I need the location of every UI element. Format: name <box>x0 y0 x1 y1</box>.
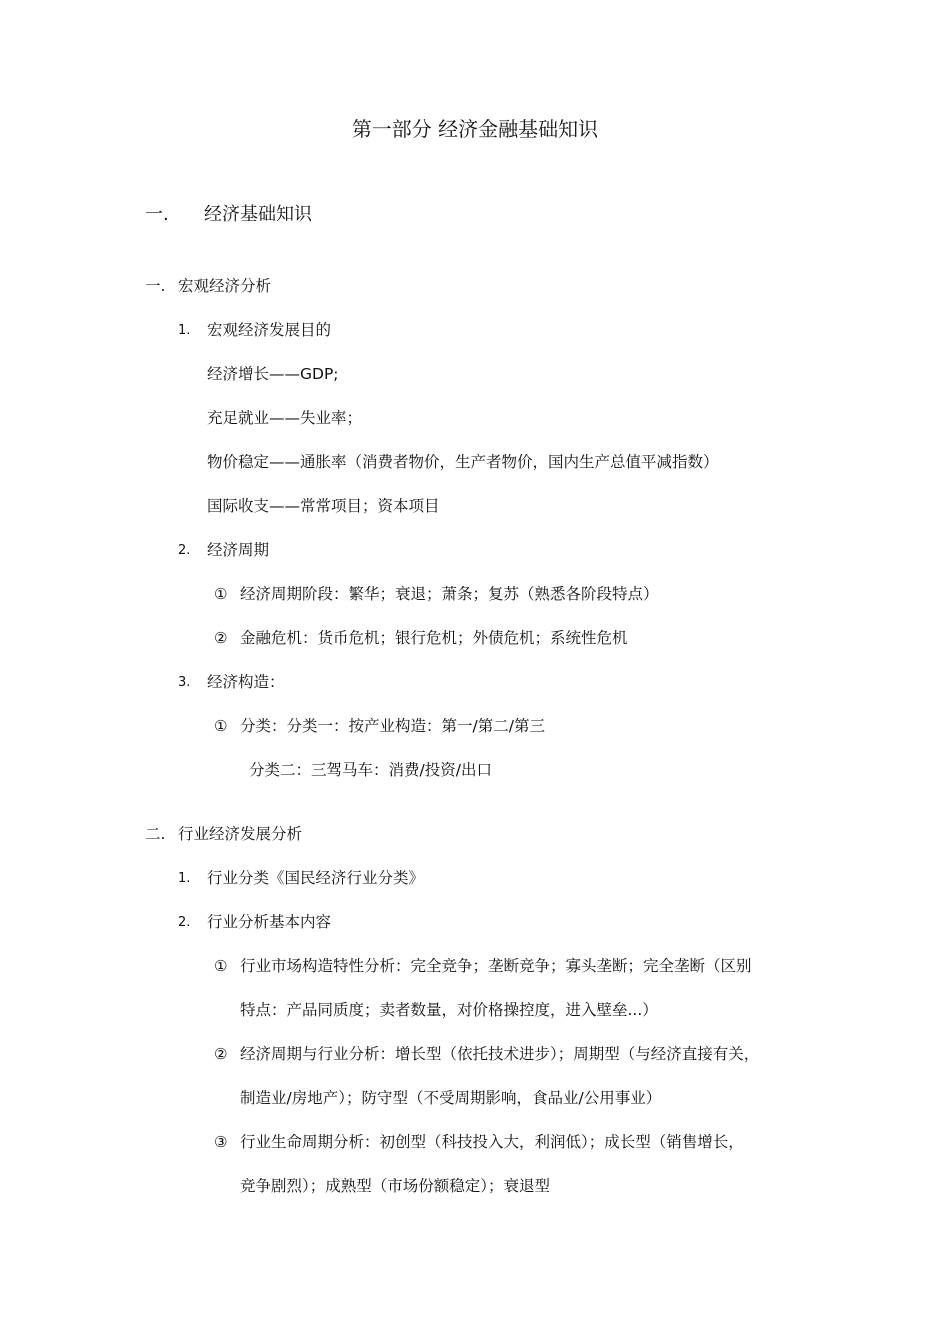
chapter-heading: 经济基础知识 <box>204 204 312 225</box>
body-line: 充足就业——失业率； <box>207 409 363 427</box>
sub-item: 行业市场构造特性分析：完全竞争；垄断竞争；寡头垄断；完全垄断（区别 <box>240 957 752 975</box>
section-heading: 行业经济发展分析 <box>178 825 303 843</box>
section-heading: 宏观经济分析 <box>178 277 272 295</box>
sub-item: 金融危机：货币危机；银行危机；外债危机；系统性危机 <box>240 629 628 647</box>
list-item: 经济构造： <box>207 673 285 691</box>
list-number: 2. <box>178 543 191 558</box>
circled-number: ③ <box>214 1133 228 1151</box>
list-number: 1. <box>178 323 191 338</box>
body-line: 物价稳定——通胀率（消费者物价，生产者物价，国内生产总值平减指数） <box>207 453 719 471</box>
page-title: 第一部分 经济金融基础知识 <box>351 117 599 141</box>
list-item: 经济周期 <box>207 541 270 559</box>
circled-number: ① <box>214 717 228 735</box>
chapter-marker: 一. <box>145 204 169 225</box>
section-marker: 一. <box>145 277 166 295</box>
list-item: 宏观经济发展目的 <box>207 321 332 339</box>
circled-number: ① <box>214 585 228 603</box>
list-number: 3. <box>178 675 191 690</box>
sub-item: 经济周期阶段：繁华；衰退；萧条；复苏（熟悉各阶段特点） <box>240 585 659 603</box>
circled-number: ① <box>214 957 228 975</box>
list-number: 1. <box>178 871 191 886</box>
circled-number: ② <box>214 1045 228 1063</box>
list-item: 行业分析基本内容 <box>207 913 332 931</box>
list-item: 行业分类《国民经济行业分类》 <box>207 869 425 887</box>
sub-item-continuation: 分类二：三驾马车：消费/投资/出口 <box>249 761 492 779</box>
sub-item-continuation: 竞争剧烈）；成熟型（市场份额稳定）；衰退型 <box>240 1177 551 1195</box>
sub-item-continuation: 特点：产品同质度；卖者数量，对价格操控度，进入壁垒...） <box>240 1001 658 1019</box>
sub-item-continuation: 制造业/房地产）；防守型（不受周期影响，食品业/公用事业） <box>240 1089 662 1107</box>
sub-item: 分类：分类一：按产业构造：第一/第二/第三 <box>240 717 545 735</box>
body-line: 国际收支——常常项目；资本项目 <box>207 497 440 515</box>
list-number: 2. <box>178 915 191 930</box>
section-marker: 二. <box>145 825 166 843</box>
sub-item: 经济周期与行业分析：增长型（依托技术进步）；周期型（与经济直接有关， <box>240 1045 760 1063</box>
sub-item: 行业生命周期分析：初创型（科技投入大，利润低）；成长型（销售增长， <box>240 1133 744 1151</box>
circled-number: ② <box>214 629 228 647</box>
body-line: 经济增长——GDP; <box>207 365 339 383</box>
